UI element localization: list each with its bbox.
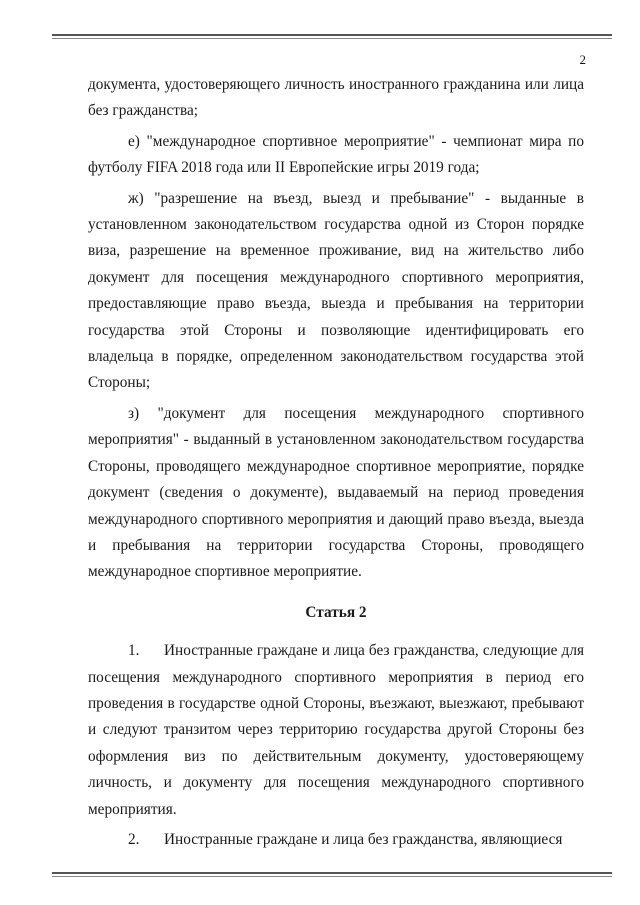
definition-z: з) "документ для посещения международного спортивного мероприятия" - выданный в установленном законодательством государства Стороны, проводящего международное спортивное мероприятие, порядке документ (сведения о документе), выдаваемый на период проведения международного спортивного мероприятия и дающий право въезда, выезда и пребывания на территории государства Стороны, проводящего международное спортивное мероприятие. — [88, 404, 584, 581]
article-item-2 — [88, 827, 584, 853]
definition-zh: ж) "разрешение на въезд, выезд и пребывание" - выданные в установленном законодательством государства одной из Сторон порядке виза, разрешение на временное проживание, вид на жительство либо документ для посещения международного спортивного мероприятия, предоставляющие право въезда, выезда и пребывания на территории государства этой Стороны и позволяющие идентифицировать его владельца в порядке, определенном законодательством государства этой Стороны; — [88, 189, 584, 392]
definition-e: е) "международное спортивное мероприятие" - чемпионат мира по футболу FIFA 2018 года или II Европейские игры 2019 года; — [88, 132, 584, 177]
article-item-number: 2. — [128, 830, 140, 848]
top-border-rule — [52, 34, 612, 36]
bottom-border-rule — [52, 872, 612, 874]
article-item-1 — [88, 638, 584, 823]
paragraph-continuation: документа, удостоверяющего личность иностранного гражданина или лица без гражданства; — [88, 76, 584, 120]
article-item-text: Иностранные граждане и лица без гражданства, следующие для посещения международного спортивного мероприятия в период его проведения в государстве одной Стороны, въезжают, выезжают, пребывают и следуют транзитом через территорию государства другой Стороны без оформления виз по действительным документу, удостоверяющему личность, и документу для посещения международного спортивного мероприятия. — [88, 642, 584, 818]
bottom-border-rule-inner — [52, 876, 612, 877]
page-number: 2 — [579, 52, 586, 67]
article-item-text: Иностранные граждане и лица без гражданства, являющиеся — [164, 830, 563, 848]
document-body — [88, 72, 584, 857]
article-heading: Статья 2 — [305, 603, 367, 621]
article-item-number: 1. — [128, 642, 140, 660]
top-border-rule-inner — [52, 38, 612, 39]
